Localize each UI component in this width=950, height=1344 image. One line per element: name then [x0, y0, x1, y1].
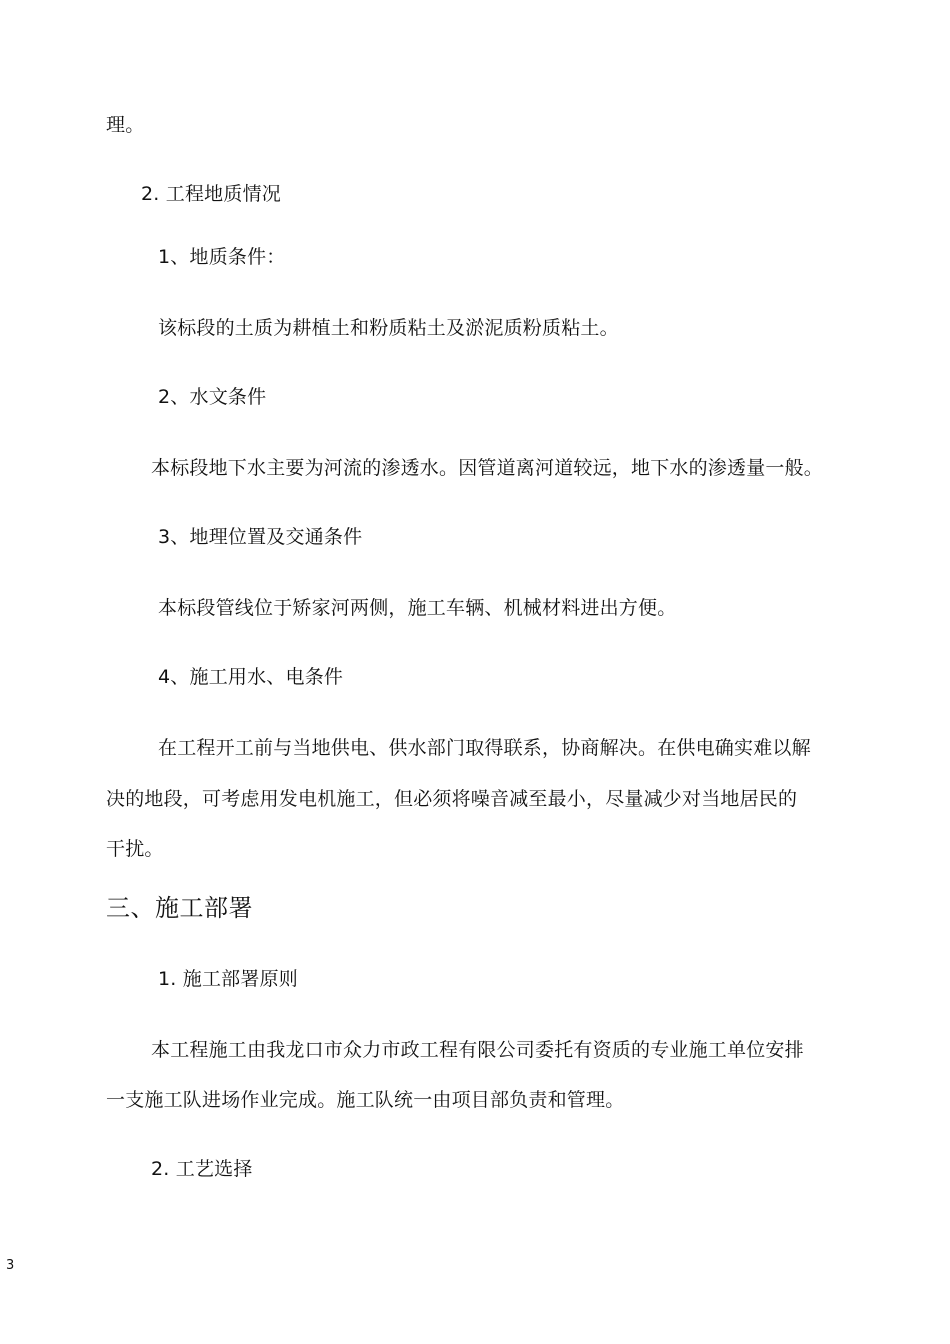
- subsection-1-title: 1. 施工部署原则: [158, 968, 298, 990]
- subsection-1-text-line-1: 本工程施工由我龙口市众力市政工程有限公司委托有资质的专业施工单位安排: [151, 1039, 804, 1061]
- section-2-title: 2. 工程地质情况: [141, 183, 281, 205]
- item-2-text: 本标段地下水主要为河流的渗透水。因管道离河道较远，地下水的渗透量一般。: [151, 457, 824, 479]
- item-3-text: 本标段管线位于矫家河两侧，施工车辆、机械材料进出方便。: [158, 597, 677, 619]
- subsection-2-title: 2. 工艺选择: [151, 1158, 253, 1180]
- page-number: 3: [6, 1258, 15, 1273]
- item-4-text-line-3: 干扰。: [106, 838, 164, 860]
- item-1-text: 该标段的土质为耕植土和粉质粘土及淤泥质粉质粘土。: [158, 317, 619, 339]
- subsection-1-text-line-2: 一支施工队进场作业完成。施工队统一由项目部负责和管理。: [106, 1089, 625, 1111]
- item-4-text-line-2: 决的地段，可考虑用发电机施工，但必须将噪音减至最小，尽量减少对当地居民的: [106, 788, 798, 810]
- chapter-3-heading: 三、施工部署: [106, 894, 253, 922]
- item-1-heading: 1、地质条件：: [158, 246, 286, 268]
- item-4-heading: 4、施工用水、电条件: [158, 666, 344, 688]
- item-3-heading: 3、地理位置及交通条件: [158, 526, 363, 548]
- paragraph-continuation: 理。: [106, 114, 145, 136]
- item-2-heading: 2、水文条件: [158, 386, 267, 408]
- item-4-text-line-1: 在工程开工前与当地供电、供水部门取得联系，协商解决。在供电确实难以解: [158, 737, 811, 759]
